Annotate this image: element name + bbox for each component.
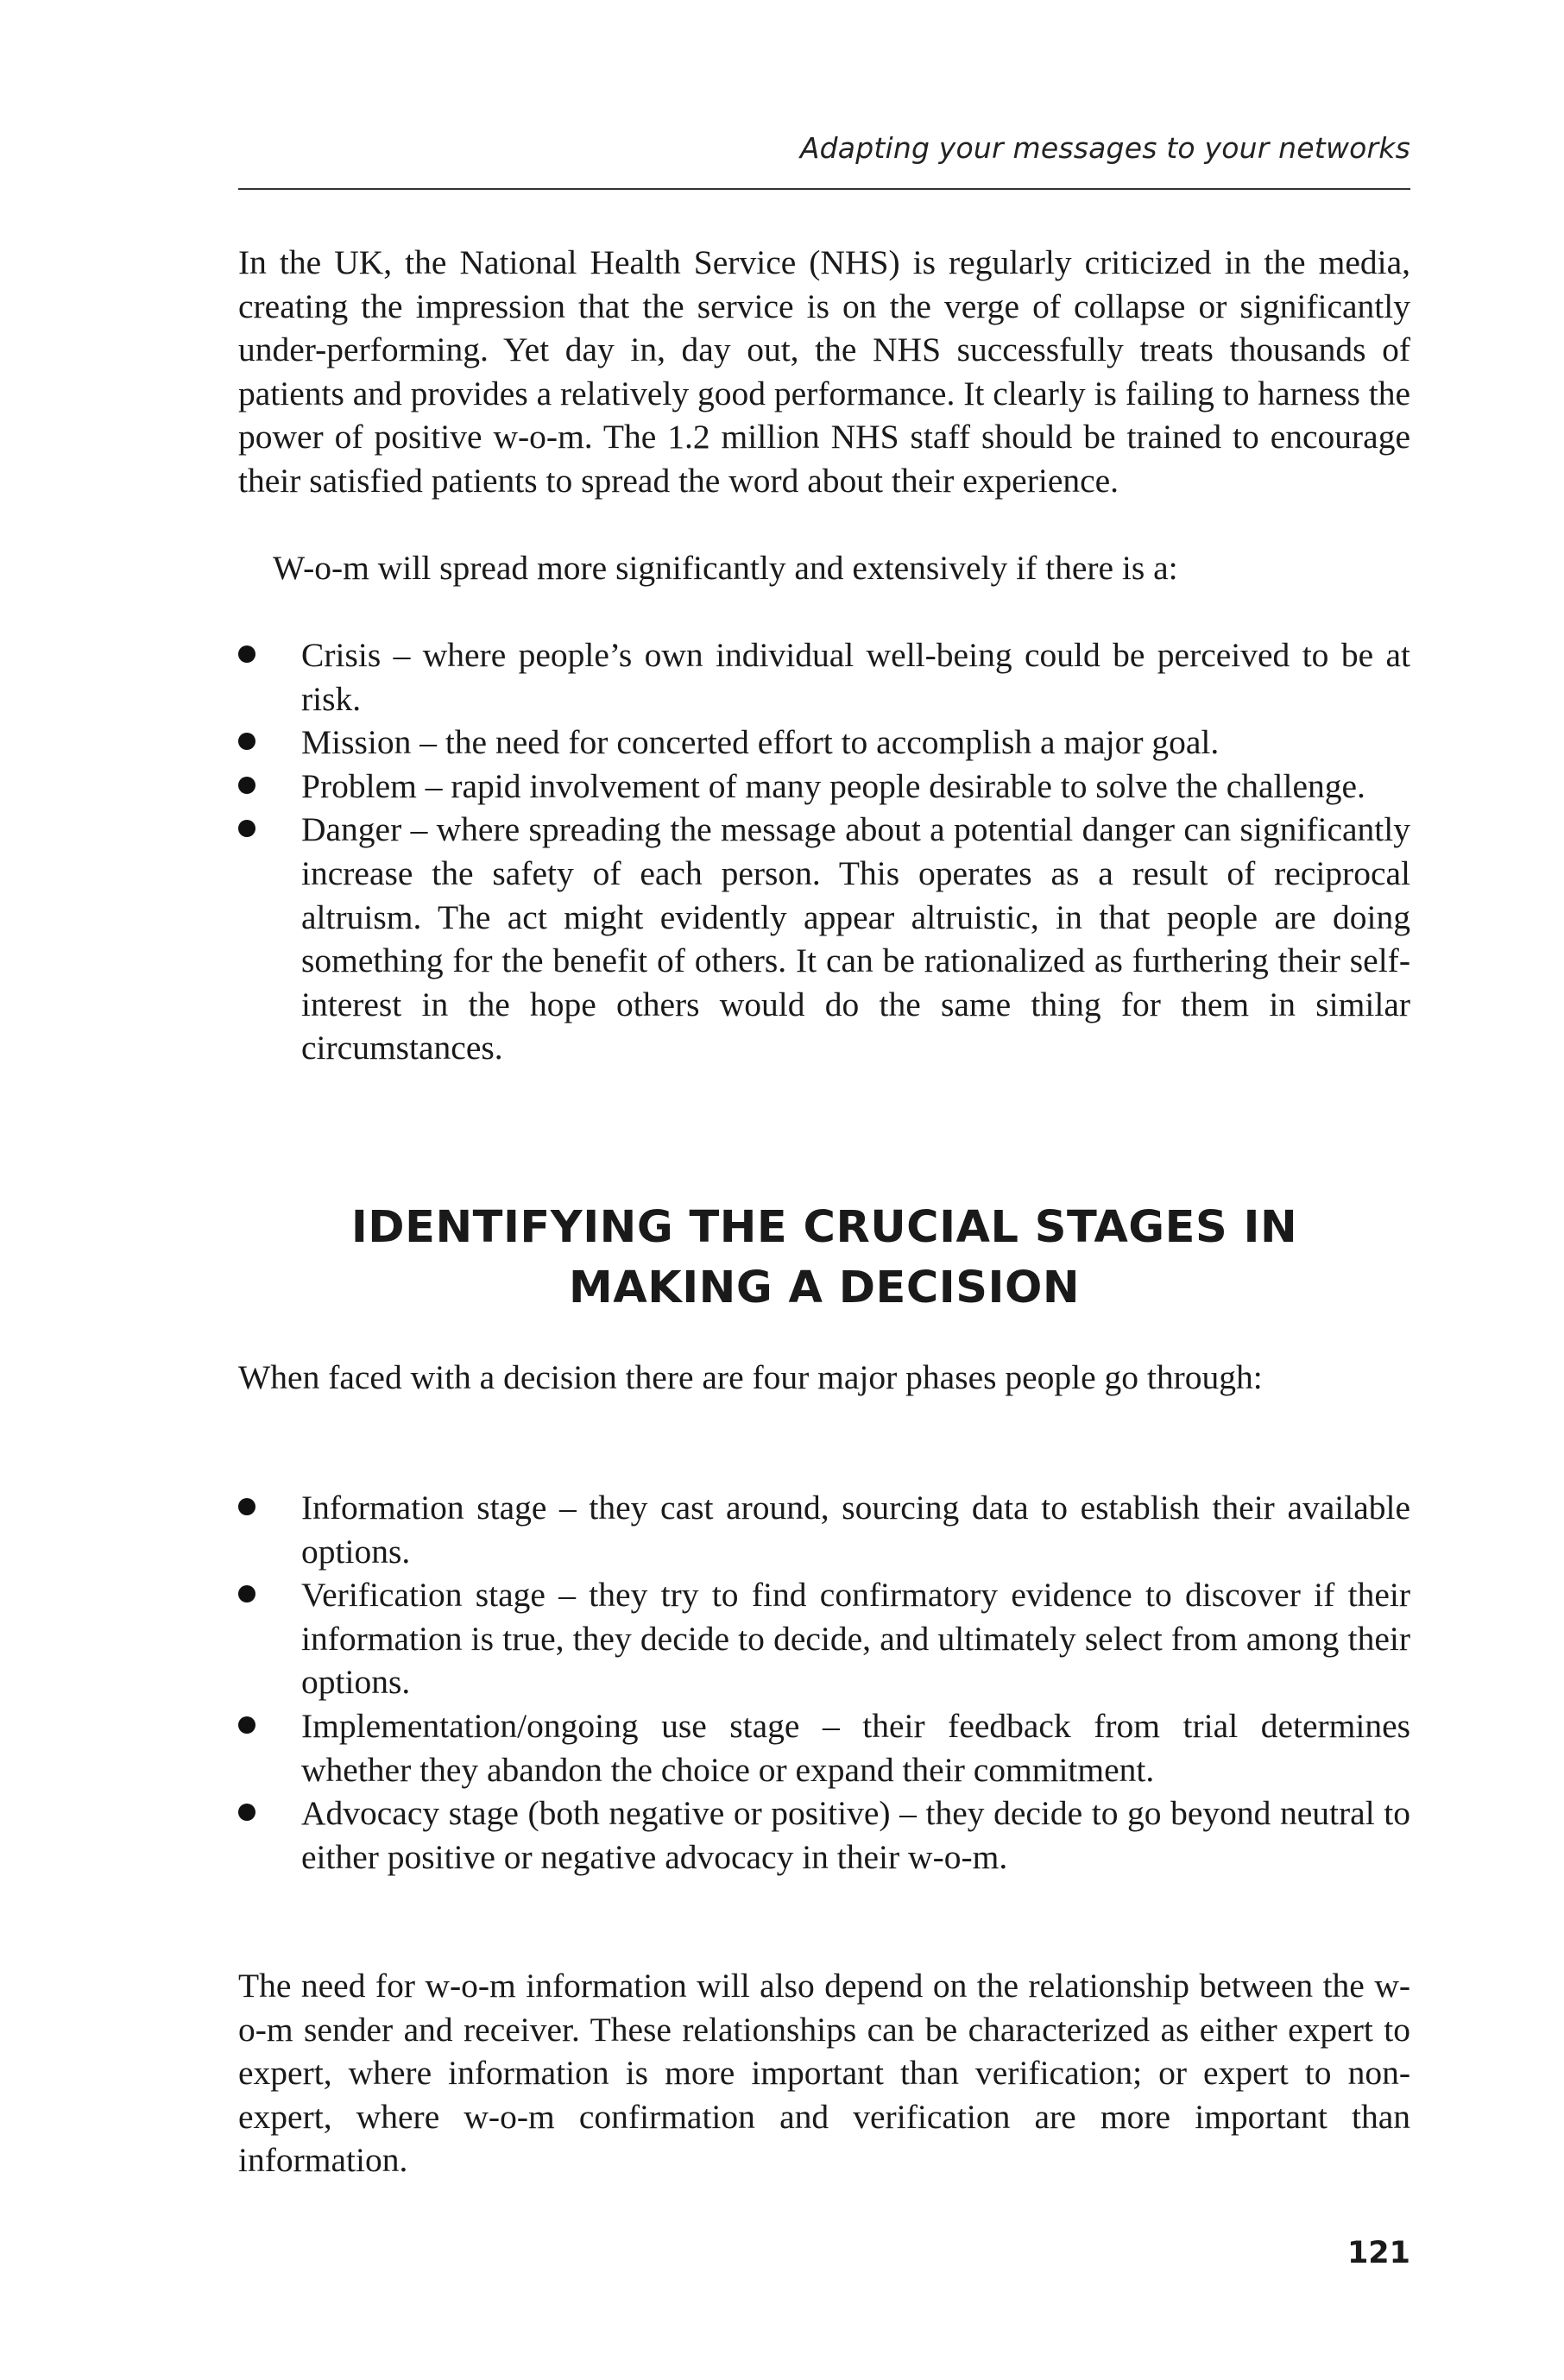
bullet-icon xyxy=(238,1716,255,1734)
section-heading-line-2: MAKING A DECISION xyxy=(568,1262,1081,1313)
list-item-text: Advocacy stage (both negative or positive) – they decide to go beyond neutral to either positive or negative advocacy in their w-o-m. xyxy=(301,1794,1410,1876)
list-item xyxy=(238,721,1410,765)
list-item xyxy=(238,1486,1410,1573)
bullet-icon xyxy=(238,1498,255,1515)
bullet-icon xyxy=(238,1585,255,1602)
list-item xyxy=(238,1704,1410,1791)
section-heading xyxy=(238,1198,1410,1319)
paragraph-decision-intro: When faced with a decision there are four major phases people go through: xyxy=(238,1358,1263,1396)
header-rule xyxy=(238,188,1410,190)
bullet-icon xyxy=(238,1804,255,1821)
paragraph-spread-intro: W-o-m will spread more significantly and extensively if there is a: xyxy=(273,549,1178,587)
list-item xyxy=(238,1573,1410,1704)
spread-conditions-list xyxy=(238,633,1410,1070)
list-item xyxy=(238,765,1410,809)
list-item-text: Mission – the need for concerted effort to accomplish a major goal. xyxy=(301,723,1220,762)
decision-stages-list xyxy=(238,1486,1410,1879)
bullet-icon xyxy=(238,645,255,663)
list-item xyxy=(238,633,1410,721)
page-number: 121 xyxy=(1346,2236,1410,2270)
paragraph-relationship: The need for w-o-m information will also depend on the relationship between the w-o-m sender and receiver. These relationships can be characterized as either expert to expert, where information is more important than verification; or expert to non-expert, where w-o-m confirmation and verification are more important than information. xyxy=(238,1967,1410,2180)
bullet-icon xyxy=(238,820,255,837)
list-item-text: Implementation/ongoing use stage – their feedback from trial determines whether they abandon the choice or expand their commitment. xyxy=(301,1706,1410,1789)
section-heading-line-1: IDENTIFYING THE CRUCIAL STAGES IN xyxy=(350,1202,1298,1253)
list-item-text: Information stage – they cast around, sourcing data to establish their available options. xyxy=(301,1489,1410,1571)
list-item-text: Verification stage – they try to find confirmatory evidence to discover if their information is true, they decide to decide, and ultimately select from among their options. xyxy=(301,1576,1410,1702)
bullet-icon xyxy=(238,777,255,794)
running-head: Adapting your messages to your networks xyxy=(799,131,1410,165)
paragraph-nhs: In the UK, the National Health Service (NHS) is regularly criticized in the media, creating the impression that the service is on the verge of collapse or significantly under-performing. Yet day in, day out, the NHS successfully treats thousands of patients and provides a relatively good performance. It clearly is failing to harness the power of positive w-o-m. The 1.2 million NHS staff should be trained to encourage their satisfied patients to spread the word about their experience. xyxy=(238,243,1410,500)
list-item xyxy=(238,808,1410,1070)
list-item-text: Danger – where spreading the message about a potential danger can significantly increase the safety of each person. This operates as a result of reciprocal altruism. The act might evidently appear altruistic, in that people are doing something for the benefit of others. It can be rationalized as furthering their self-interest in the hope others would do the same thing for them in similar circumstances. xyxy=(301,810,1410,1067)
list-item-text: Crisis – where people’s own individual well-being could be perceived to be at risk. xyxy=(301,636,1410,718)
bullet-icon xyxy=(238,733,255,750)
list-item-text: Problem – rapid involvement of many people desirable to solve the challenge. xyxy=(301,766,1365,805)
list-item xyxy=(238,1791,1410,1879)
book-page xyxy=(238,0,1410,2380)
